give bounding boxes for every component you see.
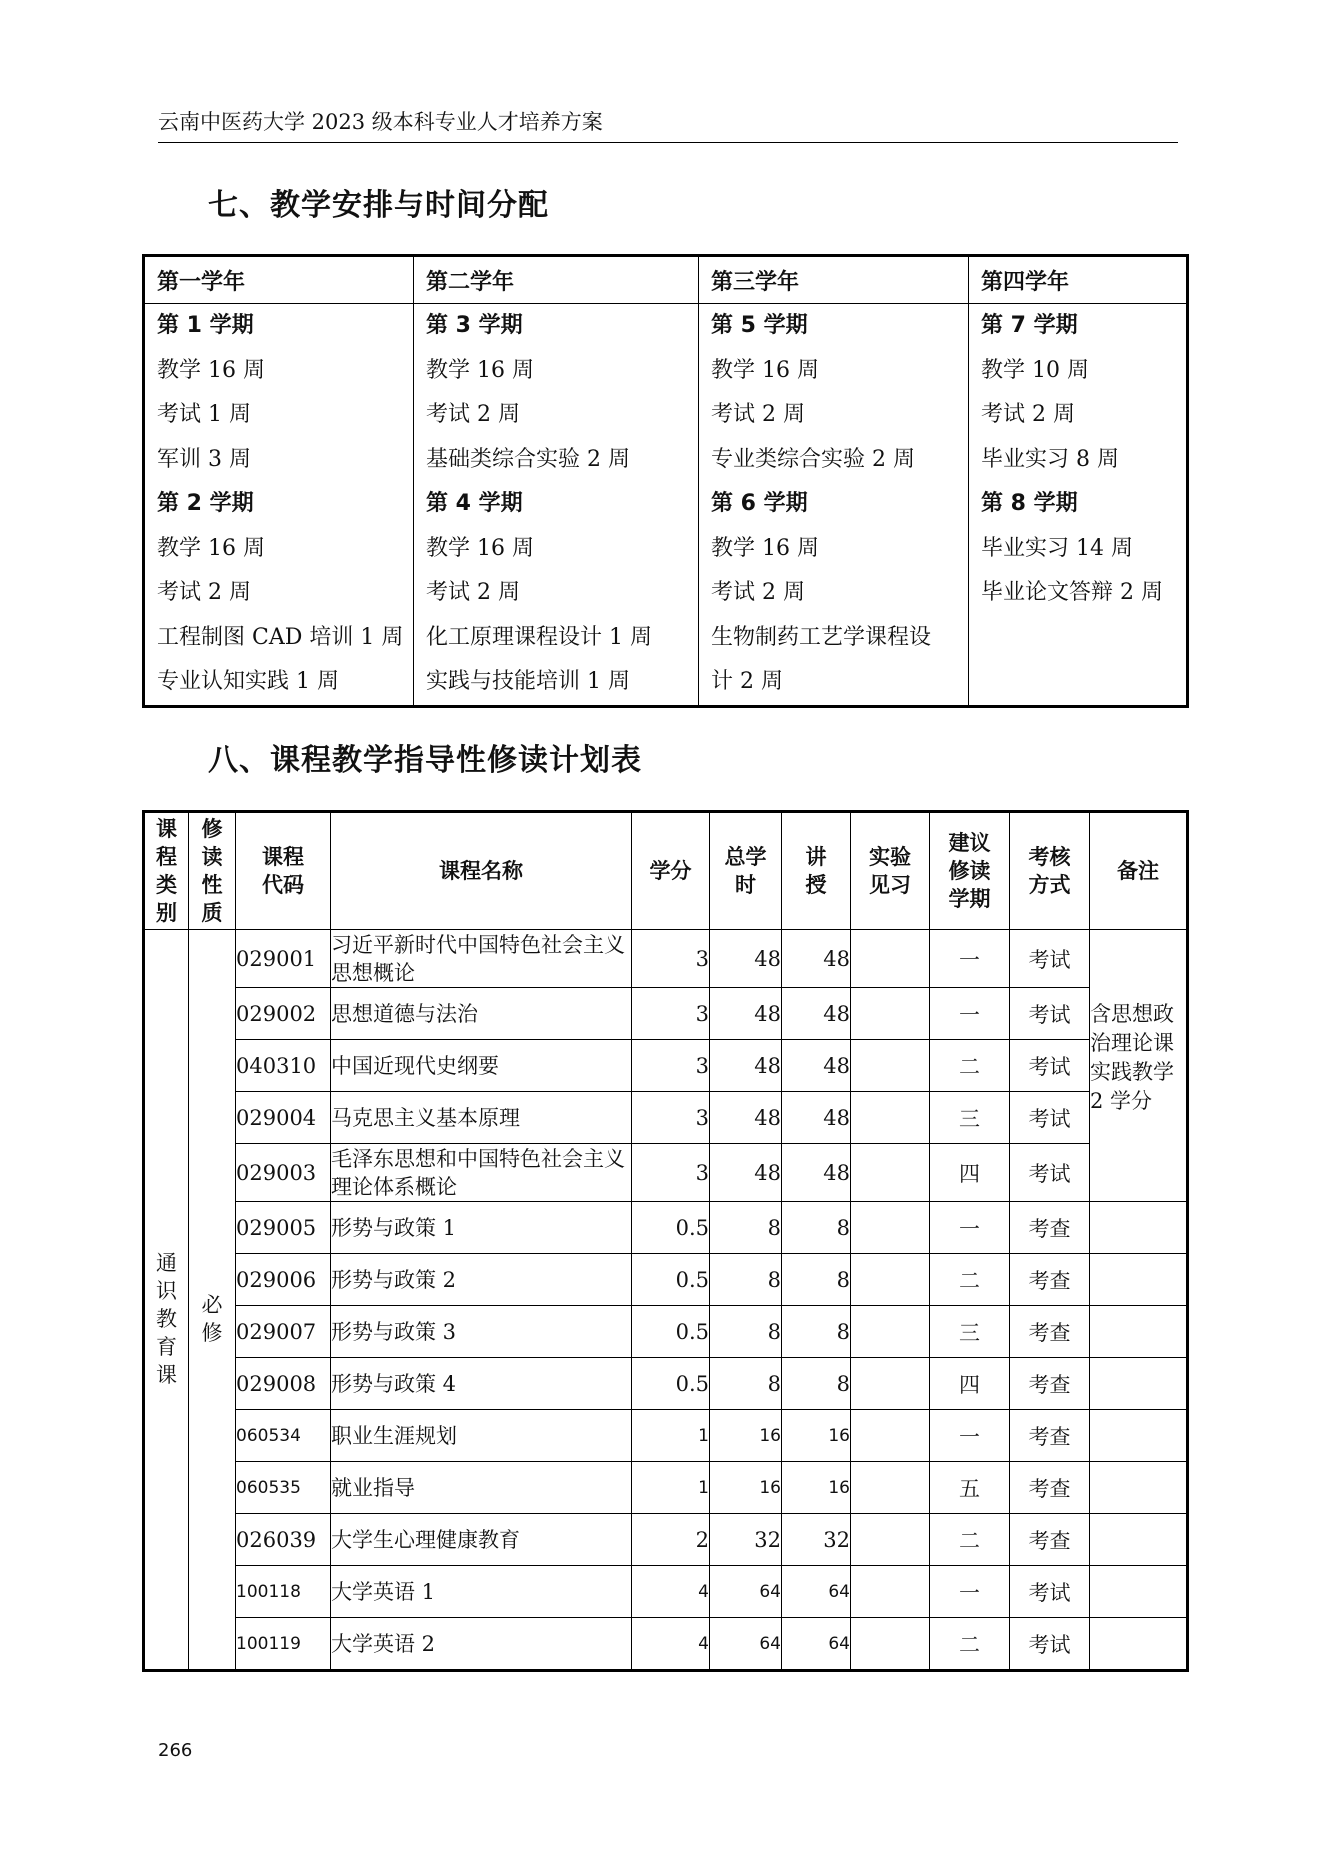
group-note-cell: 含思想政治理论课实践教学 2 学分 [1090,930,1188,1202]
course-total-hours: 64 [710,1566,782,1618]
notes-cell [1090,1618,1188,1671]
header-code: 课程代码 [236,812,331,930]
course-total-hours: 48 [710,988,782,1040]
course-lecture-hours: 8 [782,1254,851,1306]
schedule-line: 教学 16 周 [711,357,819,383]
course-semester: 四 [930,1358,1010,1410]
course-credit: 1 [632,1462,710,1514]
course-semester: 一 [930,1410,1010,1462]
page-header: 云南中医药大学 2023 级本科专业人才培养方案 [158,108,1178,143]
schedule-line: 工程制图 CAD 培训 1 周 [157,624,404,650]
schedule-line: 考试 2 周 [426,402,520,427]
course-credit: 0.5 [632,1202,710,1254]
section-7-title: 七、教学安排与时间分配 [208,188,549,223]
table-row [144,1566,1188,1618]
course-credit: 1 [632,1410,710,1462]
semester-heading: 第 7 学期 [981,313,1078,338]
course-lab-hours [851,1514,930,1566]
course-assessment: 考试 [1010,988,1090,1040]
course-code: 029001 [236,930,331,988]
course-code: 029002 [236,988,331,1040]
table-row [144,1306,1188,1358]
schedule-line: 考试 2 周 [426,580,520,605]
course-lecture-hours: 16 [782,1462,851,1514]
schedule-line: 基础类综合实验 2 周 [426,446,630,472]
course-assessment: 考试 [1010,1144,1090,1202]
course-lecture-hours: 16 [782,1410,851,1462]
course-assessment: 考查 [1010,1202,1090,1254]
notes-cell [1090,1306,1188,1358]
course-credit: 0.5 [632,1358,710,1410]
course-lab-hours [851,1144,930,1202]
course-lecture-hours: 8 [782,1358,851,1410]
table-row [144,1410,1188,1462]
course-total-hours: 32 [710,1514,782,1566]
table-row [144,1040,1188,1092]
course-name: 大学生心理健康教育 [331,1514,632,1566]
course-name: 大学英语 1 [331,1566,632,1618]
course-assessment: 考试 [1010,1566,1090,1618]
schedule-line: 专业认知实践 1 周 [157,669,339,694]
table-row [144,1144,1188,1202]
schedule-line: 实践与技能培训 1 周 [426,669,630,694]
year-1-schedule [144,304,414,707]
schedule-line: 毕业实习 8 周 [981,446,1119,472]
course-credit: 3 [632,1040,710,1092]
schedule-line: 计 2 周 [711,669,783,694]
course-credit: 4 [632,1618,710,1671]
course-table-body [144,930,1188,1671]
course-code: 029004 [236,1092,331,1144]
header-nature: 修读性质 [189,812,236,930]
course-lab-hours [851,1040,930,1092]
course-total-hours: 16 [710,1410,782,1462]
course-assessment: 考试 [1010,1092,1090,1144]
course-assessment: 考查 [1010,1514,1090,1566]
course-lab-hours [851,1092,930,1144]
course-credit: 3 [632,1144,710,1202]
course-semester: 一 [930,1202,1010,1254]
schedule-line: 考试 2 周 [157,580,251,605]
course-lecture-hours: 48 [782,1040,851,1092]
course-credit: 2 [632,1514,710,1566]
year-4-schedule [969,304,1188,707]
schedule-year-row [144,256,1188,304]
table-row [144,988,1188,1040]
notes-cell [1090,1462,1188,1514]
course-lab-hours [851,1410,930,1462]
semester-heading: 第 5 学期 [711,313,808,338]
course-total-hours: 8 [710,1306,782,1358]
year-4-label: 第四学年 [969,256,1188,304]
course-code: 029003 [236,1144,331,1202]
course-credit: 3 [632,930,710,988]
course-assessment: 考查 [1010,1462,1090,1514]
schedule-line: 毕业论文答辩 2 周 [981,580,1163,605]
year-3-label: 第三学年 [699,256,969,304]
course-semester: 二 [930,1040,1010,1092]
schedule-line: 军训 3 周 [157,446,251,472]
header-credit: 学分 [632,812,710,930]
semester-heading: 第 8 学期 [981,491,1078,516]
schedule-line: 教学 16 周 [157,357,265,383]
header-notes: 备注 [1090,812,1188,930]
course-semester: 一 [930,1566,1010,1618]
schedule-table [142,254,1189,708]
semester-heading: 第 2 学期 [157,491,254,516]
course-semester: 二 [930,1514,1010,1566]
course-total-hours: 8 [710,1254,782,1306]
course-plan-table [142,810,1189,1672]
schedule-line: 考试 1 周 [157,402,251,427]
schedule-line: 考试 2 周 [981,402,1075,427]
course-code: 060535 [236,1462,331,1514]
course-total-hours: 16 [710,1462,782,1514]
notes-cell [1090,1410,1188,1462]
course-lecture-hours: 8 [782,1306,851,1358]
course-credit: 4 [632,1566,710,1618]
notes-cell [1090,1566,1188,1618]
course-lab-hours [851,1254,930,1306]
schedule-line: 教学 16 周 [711,535,819,561]
course-lab-hours [851,930,930,988]
course-total-hours: 48 [710,930,782,988]
header-lecture: 讲授 [782,812,851,930]
course-code: 029005 [236,1202,331,1254]
course-name: 形势与政策 2 [331,1254,632,1306]
schedule-line: 毕业实习 14 周 [981,535,1133,561]
table-row [144,930,1188,988]
course-total-hours: 64 [710,1618,782,1671]
course-code: 029007 [236,1306,331,1358]
schedule-line: 教学 16 周 [426,357,534,383]
course-assessment: 考查 [1010,1306,1090,1358]
course-semester: 一 [930,988,1010,1040]
header-assessment: 考核方式 [1010,812,1090,930]
year-3-schedule [699,304,969,707]
course-code: 060534 [236,1410,331,1462]
course-credit: 0.5 [632,1254,710,1306]
course-lecture-hours: 32 [782,1514,851,1566]
course-semester: 一 [930,930,1010,988]
notes-cell [1090,1202,1188,1254]
course-credit: 0.5 [632,1306,710,1358]
course-name: 就业指导 [331,1462,632,1514]
semester-heading: 第 1 学期 [157,313,254,338]
course-lab-hours [851,1306,930,1358]
course-header-row [144,812,1188,930]
course-lab-hours [851,988,930,1040]
course-assessment: 考试 [1010,1618,1090,1671]
course-semester: 五 [930,1462,1010,1514]
schedule-line: 考试 2 周 [711,402,805,427]
course-code: 100119 [236,1618,331,1671]
course-code: 029008 [236,1358,331,1410]
header-semester: 建议修读学期 [930,812,1010,930]
course-lab-hours [851,1358,930,1410]
table-row [144,1462,1188,1514]
course-assessment: 考查 [1010,1358,1090,1410]
notes-cell [1090,1514,1188,1566]
semester-heading: 第 3 学期 [426,313,523,338]
schedule-line: 考试 2 周 [711,580,805,605]
course-semester: 三 [930,1092,1010,1144]
course-name: 大学英语 2 [331,1618,632,1671]
course-lab-hours [851,1618,930,1671]
course-assessment: 考查 [1010,1254,1090,1306]
notes-cell [1090,1254,1188,1306]
semester-heading: 第 6 学期 [711,491,808,516]
schedule-line: 教学 16 周 [157,535,265,561]
course-lecture-hours: 48 [782,1092,851,1144]
course-lab-hours [851,1566,930,1618]
course-lecture-hours: 48 [782,988,851,1040]
course-credit: 3 [632,1092,710,1144]
course-name: 中国近现代史纲要 [331,1040,632,1092]
schedule-line: 教学 10 周 [981,357,1089,383]
table-row [144,1358,1188,1410]
schedule-body-row [144,304,1188,707]
course-total-hours: 8 [710,1202,782,1254]
course-name: 习近平新时代中国特色社会主义思想概论 [331,930,632,988]
course-name: 马克思主义基本原理 [331,1092,632,1144]
table-row [144,1618,1188,1671]
course-lecture-hours: 64 [782,1566,851,1618]
course-lab-hours [851,1462,930,1514]
section-8-title: 八、课程教学指导性修读计划表 [208,743,642,778]
course-assessment: 考试 [1010,1040,1090,1092]
year-1-label: 第一学年 [144,256,414,304]
course-lecture-hours: 64 [782,1618,851,1671]
course-code: 029006 [236,1254,331,1306]
course-assessment: 考查 [1010,1410,1090,1462]
schedule-line: 专业类综合实验 2 周 [711,446,915,472]
course-total-hours: 48 [710,1092,782,1144]
year-2-schedule [414,304,699,707]
schedule-line: 化工原理课程设计 1 周 [426,624,652,650]
course-category-cell: 通识教育课 [144,930,189,1671]
schedule-line: 生物制药工艺学课程设 [711,624,932,650]
course-total-hours: 48 [710,1144,782,1202]
course-semester: 三 [930,1306,1010,1358]
year-2-label: 第二学年 [414,256,699,304]
course-total-hours: 48 [710,1040,782,1092]
course-code: 040310 [236,1040,331,1092]
course-name: 形势与政策 1 [331,1202,632,1254]
course-credit: 3 [632,988,710,1040]
course-name: 职业生涯规划 [331,1410,632,1462]
course-lecture-hours: 48 [782,1144,851,1202]
course-code: 100118 [236,1566,331,1618]
header-category: 课程类别 [144,812,189,930]
table-row [144,1254,1188,1306]
header-lab: 实验见习 [851,812,930,930]
course-assessment: 考试 [1010,930,1090,988]
table-row [144,1514,1188,1566]
course-name: 形势与政策 3 [331,1306,632,1358]
course-name: 形势与政策 4 [331,1358,632,1410]
course-lecture-hours: 48 [782,930,851,988]
header-name: 课程名称 [331,812,632,930]
course-code: 026039 [236,1514,331,1566]
page-number: 266 [158,1740,193,1761]
course-lecture-hours: 8 [782,1202,851,1254]
course-name: 思想道德与法治 [331,988,632,1040]
table-row [144,1092,1188,1144]
semester-heading: 第 4 学期 [426,491,523,516]
course-lab-hours [851,1202,930,1254]
course-total-hours: 8 [710,1358,782,1410]
header-total-hours: 总学时 [710,812,782,930]
course-name: 毛泽东思想和中国特色社会主义理论体系概论 [331,1144,632,1202]
schedule-line: 教学 16 周 [426,535,534,561]
table-row [144,1202,1188,1254]
course-semester: 二 [930,1254,1010,1306]
course-nature-cell: 必修 [189,930,236,1671]
course-semester: 四 [930,1144,1010,1202]
notes-cell [1090,1358,1188,1410]
course-semester: 二 [930,1618,1010,1671]
